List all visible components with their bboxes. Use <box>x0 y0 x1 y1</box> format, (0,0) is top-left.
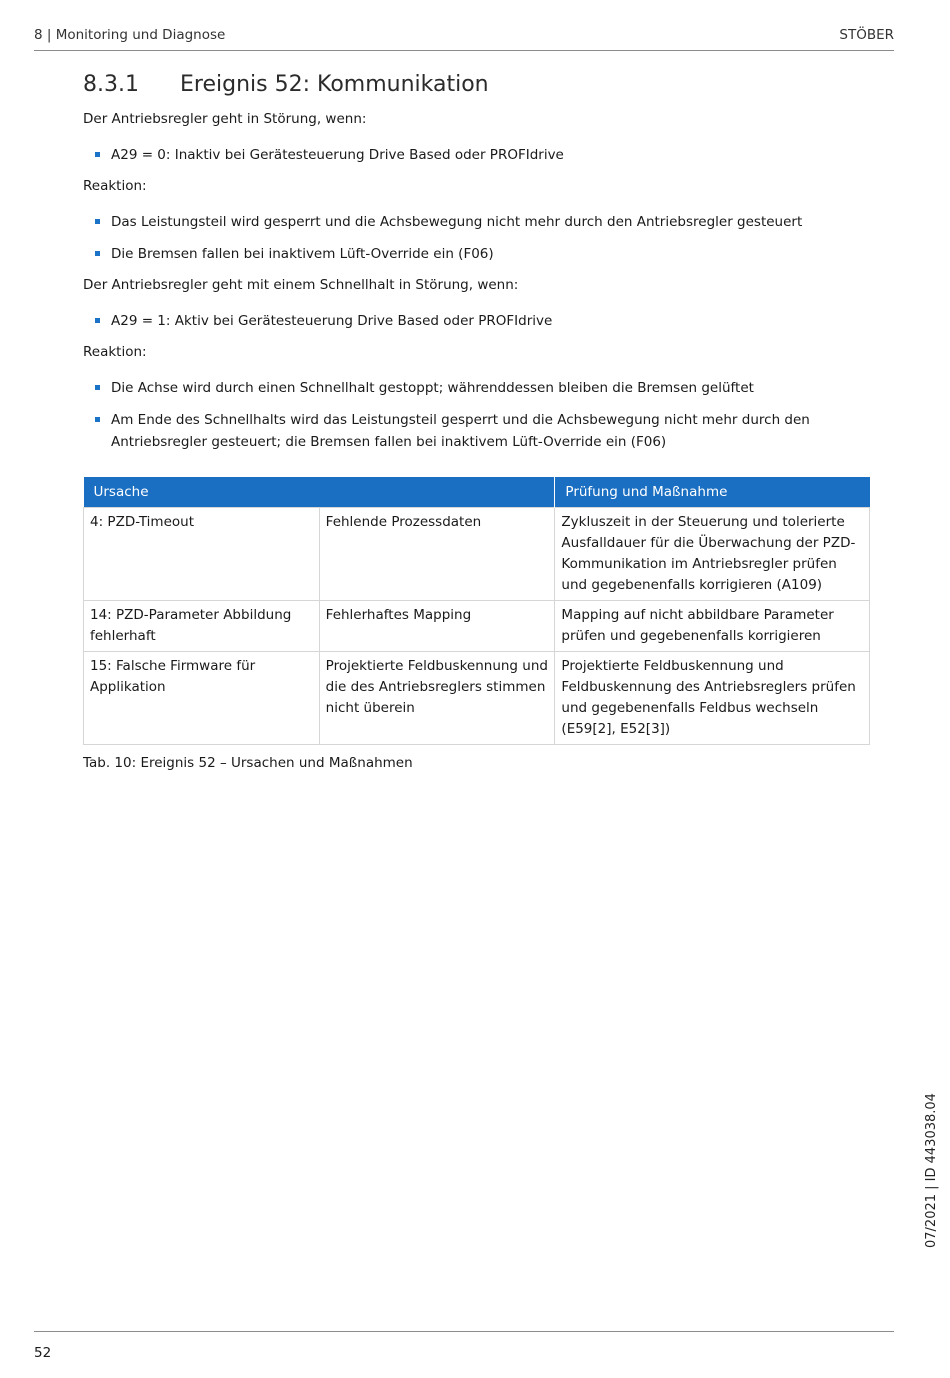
table-row <box>84 652 870 745</box>
table-cell: Fehlende Prozessdaten <box>319 508 555 601</box>
header-brand: STÖBER <box>839 27 894 43</box>
paragraph: Der Antriebsregler geht mit einem Schnellhalt in Störung, wenn: <box>83 277 519 293</box>
header-chapter: 8 | Monitoring und Diagnose <box>34 27 226 43</box>
paragraph: Der Antriebsregler geht in Störung, wenn: <box>83 111 367 127</box>
table-cell: 14: PZD-Parameter Abbildung fehlerhaft <box>84 601 320 652</box>
table-cell: Mapping auf nicht abbildbare Parameter prüfen und gegebenenfalls korrigieren <box>555 601 870 652</box>
bullet-icon <box>95 251 100 256</box>
section-number: 8.3.1 <box>83 72 139 97</box>
bullet-list <box>83 377 873 453</box>
paragraph: Reaktion: <box>83 344 147 360</box>
table-row <box>84 601 870 652</box>
causes-table <box>83 477 870 745</box>
table-caption: Tab. 10: Ereignis 52 – Ursachen und Maßnahmen <box>83 755 413 771</box>
header-action: Prüfung und Maßnahme <box>555 477 870 508</box>
list-item: Die Bremsen fallen bei inaktivem Lüft-Override ein (F06) <box>83 243 873 265</box>
section-heading <box>83 72 873 97</box>
header-cause: Ursache <box>84 477 555 508</box>
bullet-icon <box>95 417 100 422</box>
page-number: 52 <box>34 1345 52 1361</box>
list-item: A29 = 0: Inaktiv bei Gerätesteuerung Drive Based oder PROFIdrive <box>83 144 873 166</box>
paragraph: Reaktion: <box>83 178 147 194</box>
page-header <box>34 26 894 51</box>
list-item: A29 = 1: Aktiv bei Gerätesteuerung Drive Based oder PROFIdrive <box>83 310 873 332</box>
footer-divider <box>34 1331 894 1332</box>
table-row <box>84 508 870 601</box>
list-item: Am Ende des Schnellhalts wird das Leistungsteil gesperrt und die Achsbewegung nicht mehr durch den Antriebsregler gesteuert; die Bremsen fallen bei inaktivem Lüft-Override ein (F06) <box>83 409 873 453</box>
bullet-list <box>83 211 873 265</box>
section-title: Ereignis 52: Kommunikation <box>180 72 489 97</box>
table-cell: Projektierte Feldbuskennung und die des Antriebsreglers stimmen nicht überein <box>319 652 555 745</box>
list-item: Die Achse wird durch einen Schnellhalt gestoppt; währenddessen bleiben die Bremsen gelüftet <box>83 377 873 399</box>
bullet-icon <box>95 385 100 390</box>
list-item: Das Leistungsteil wird gesperrt und die Achsbewegung nicht mehr durch den Antriebsregler gesteuert <box>83 211 873 233</box>
table-cell: 15: Falsche Firmware für Applikation <box>84 652 320 745</box>
table-cell: Fehlerhaftes Mapping <box>319 601 555 652</box>
bullet-icon <box>95 219 100 224</box>
bullet-list <box>83 144 873 166</box>
bullet-icon <box>95 318 100 323</box>
table-cell: Projektierte Feldbuskennung und Feldbuskennung des Antriebsreglers prüfen und gegebenenfalls Feldbus wechseln (E59[2], E52[3]) <box>555 652 870 745</box>
bullet-icon <box>95 152 100 157</box>
bullet-list <box>83 310 873 332</box>
table-header-row <box>84 477 870 508</box>
document-id: 07/2021 | ID 443038.04 <box>924 1093 939 1248</box>
table-cell: Zykluszeit in der Steuerung und tolerierte Ausfalldauer für die Überwachung der PZD-Kommunikation im Antriebsregler prüfen und gegebenenfalls korrigieren (A109) <box>555 508 870 601</box>
page-content <box>83 72 873 771</box>
table-cell: 4: PZD-Timeout <box>84 508 320 601</box>
